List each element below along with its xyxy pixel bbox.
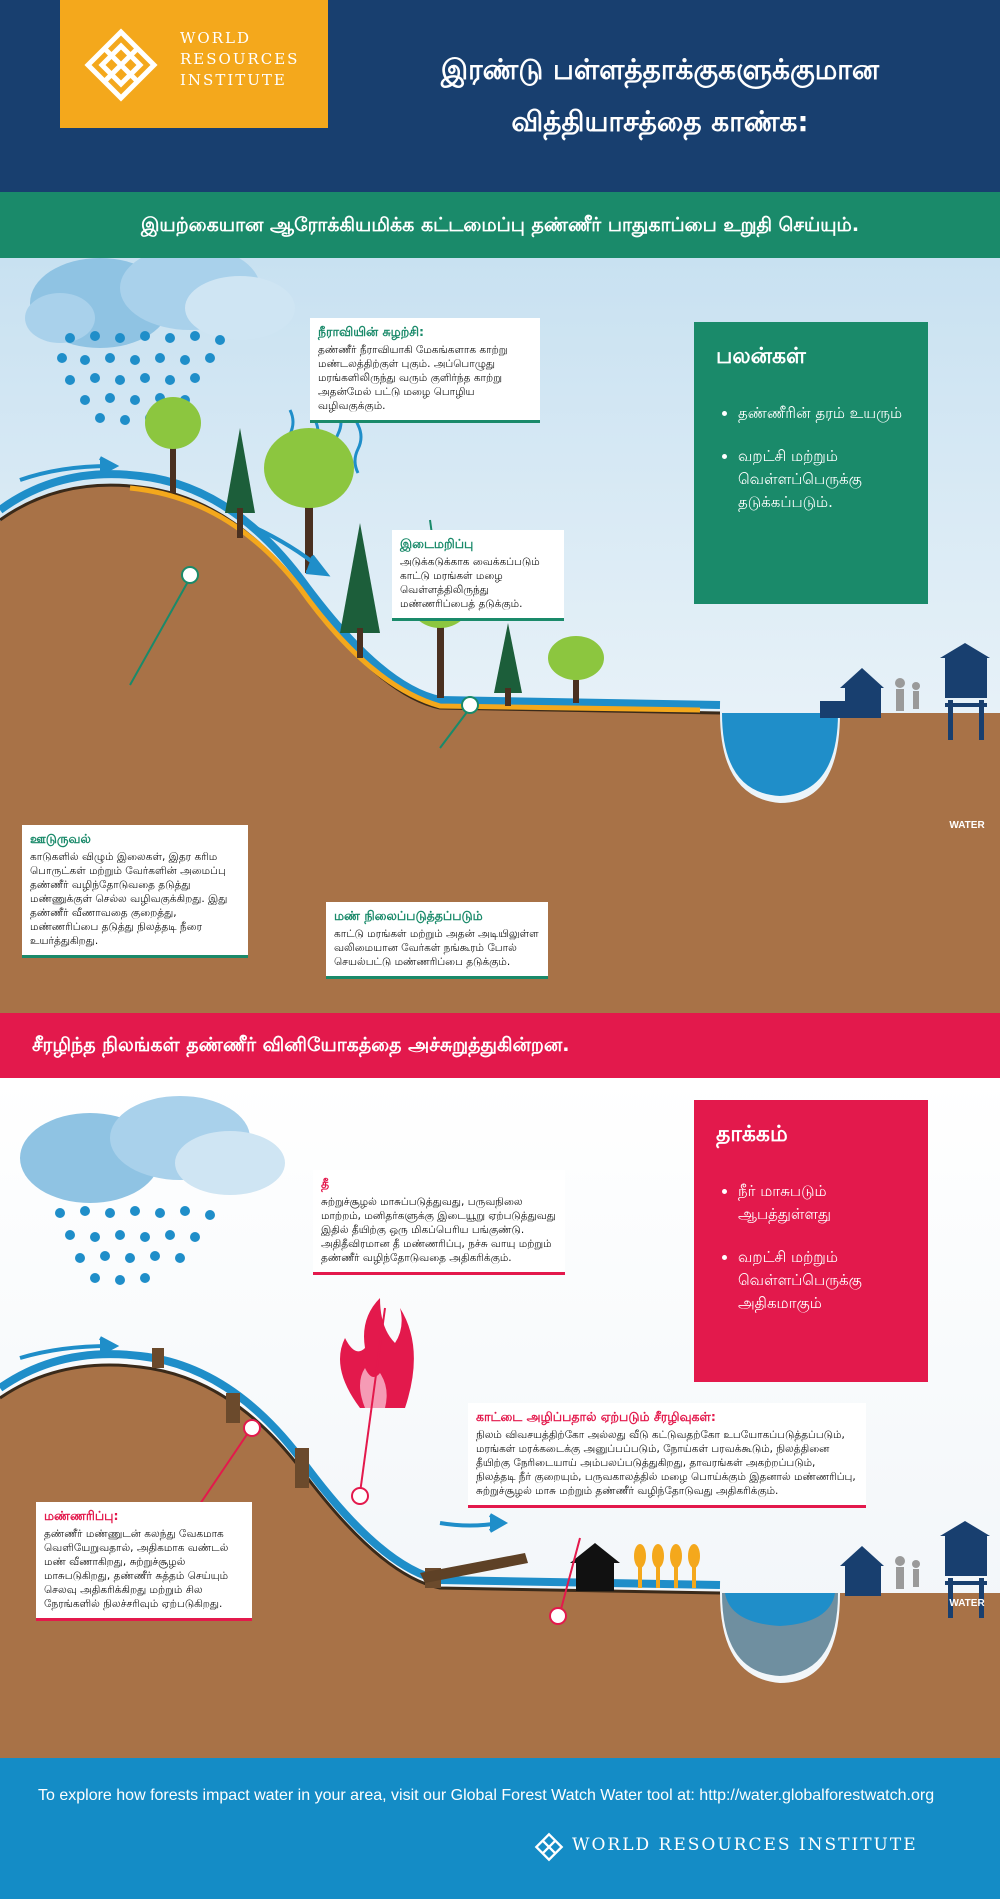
callout-erosion [36, 1502, 252, 1621]
callout-text: சுற்றுச்சூழல் மாசுப்படுத்துவது, பருவநிலை மாற்றம், மனிதர்களுக்கு இடையூறு ஏற்படுத்துவது இதில் தீயிற்கு ஒரு மிகப்பெரிய பங்குண்டு. அதிதீவிரமான தீ மண்ணரிப்பு, நச்சு வாயு மற்றும் தண்ணீர் வழிந்தோடுவதை அதிகரிக்கும். [321, 1196, 556, 1264]
callout-deforestation [468, 1403, 866, 1508]
people-icon [895, 1556, 920, 1589]
callout-soil-stabilization [326, 902, 548, 979]
wri-logo-text [180, 28, 299, 91]
title-line-2: வித்தியாசத்தை காண்க: [511, 105, 809, 138]
fire-icon [340, 1298, 414, 1408]
rain-icon [55, 1206, 215, 1285]
callout-title: இடைமறிப்பு [400, 536, 474, 551]
logo-line: WORLD [180, 29, 251, 47]
callout-title: நீராவியின் சுழற்சி: [318, 324, 425, 339]
logo-line: INSTITUTE [180, 71, 287, 89]
healthy-banner: இயற்கையான ஆரோக்கியமிக்க கட்டமைப்பு தண்ணீர் பாதுகாப்பை உறுதி செய்யும். [0, 192, 1000, 258]
wri-knot-icon [82, 26, 160, 104]
callout-infiltration [22, 825, 248, 958]
callout-text: தண்ணீர் மண்ணுடன் கலந்து வேகமாக வெளியேறுவதால், அதிகமாக வண்டல் மண் வீணாகிறது, சுற்றுச்சூழல் மாசுபடுகிறது, தண்ணீர் சுத்தம் செய்யும் செலவு அதிகரிக்கிறது மற்றும் சில நேரங்களில் நிலச்சரிவும் ஏற்படுகிறது. [44, 1528, 229, 1610]
impact-item: • நீர் மாசுபடும் ஆபத்துள்ளது [738, 1180, 906, 1226]
benefit-item: • வறட்சி மற்றும் வெள்ளப்பெருக்கு தடுக்கப்படும். [738, 445, 906, 514]
callout-evapotranspiration [310, 318, 540, 423]
callout-title: தீ [321, 1176, 330, 1191]
cloud-icon [25, 258, 295, 348]
benefit-item: • தண்ணீரின் தரம் உயரும் [738, 402, 906, 425]
callout-title: மண்ணரிப்பு: [44, 1508, 119, 1523]
benefits-title: பலன்கள் [716, 344, 806, 369]
callout-title: மண் நிலைப்படுத்தப்படும் [334, 908, 483, 923]
callout-text: காடுகளில் விழும் இலைகள், இதர கரிம பொருட்கள் மற்றும் வேர்களின் அமைப்பு தண்ணீர் வழிந்தோடுவதை தடுத்து மண்ணுக்குள் செல்ல வழிவகுக்கிறது. இது தண்ணீர் வீணாவதை குறைத்து, மண்ணரிப்பை தடுத்து நிலத்தடி நீரை உயர்த்துகிறது. [30, 851, 228, 947]
callout-text: தண்ணீர் நீராவியாகி மேகங்களாக காற்று மண்டலத்திற்குள் புகும். அப்பொழுது மரங்களிலிருந்து வரும் குளிர்ந்த காற்று அதன்மேல் பட்டு மழை பொழிய வழிவகுக்கும். [318, 344, 508, 412]
footer [0, 1758, 1000, 1899]
callout-title: ஊடுருவல் [30, 831, 91, 846]
degraded-banner: சீரழிந்த நிலங்கள் தண்ணீர் வினியோகத்தை அச்சுறுத்துகின்றன. [0, 1013, 1000, 1078]
people-icon [895, 678, 920, 711]
callout-text: காட்டு மரங்கள் மற்றும் அதன் அடியிலுள்ள வலிமையான வேர்கள் நங்கூரம் போல் செயல்பட்டு மண்ணரிப்பை தடுக்கும். [334, 928, 539, 968]
footer-text[interactable]: To explore how forests impact water in your area, visit our Global Forest Watch Water tool at: http://water.globalforestwatch.org [38, 1787, 935, 1804]
callout-fire [313, 1170, 565, 1275]
house-icon [840, 1546, 884, 1596]
callout-title: காட்டை அழிப்பதால் ஏற்படும் சீரழிவுகள்: [476, 1409, 716, 1424]
impact-item: • வறட்சி மற்றும் வெள்ளப்பெருக்கு அதிகமாகும் [738, 1246, 906, 1315]
callout-text: அடுக்கடுக்காக வைக்கப்படும் காட்டு மரங்கள் மழை வெள்ளத்திலிருந்து மண்ணரிப்பைத் தடுக்கும். [400, 556, 540, 610]
title-line-1: இரண்டு பள்ளத்தாக்குகளுக்குமான [440, 53, 880, 86]
footer-logo-text[interactable]: WORLD RESOURCES INSTITUTE [572, 1835, 918, 1855]
page-title [360, 44, 960, 148]
impacts-title: தாக்கம் [716, 1122, 788, 1147]
water-tower-label: WATER [949, 1598, 985, 1609]
impacts-panel [694, 1100, 928, 1382]
logo-line: RESOURCES [180, 50, 300, 68]
benefits-panel [694, 322, 928, 604]
water-tower-label: WATER [949, 820, 985, 831]
cloud-icon [20, 1096, 285, 1203]
wri-knot-icon [534, 1832, 564, 1862]
callout-interception [392, 530, 564, 621]
house-icon [820, 668, 884, 718]
callout-text: நிலம் விவசயத்திற்கோ அல்லது வீடு கட்டுவதற்கோ உபயோகப்படுத்தப்படும், மரங்கள் மரக்கடைக்கு அனுப்பப்படும், நோய்கள் பரவக்கூடும், நிலத்தினை தீயிற்கு நேரிடையாய் அம்பலப்படுத்துகிறது, தாவரங்கள் அகற்றப்படும், நிலத்தடி நீர் குறையும், பருவகாலத்தில் மழை பொய்க்கும் இதனால் மண்ணரிப்பு, சுற்றுச்சூழல் மாசு மற்றும் தண்ணீர் வழிந்தோடுவது அதிகரிக்கும். [476, 1429, 856, 1497]
